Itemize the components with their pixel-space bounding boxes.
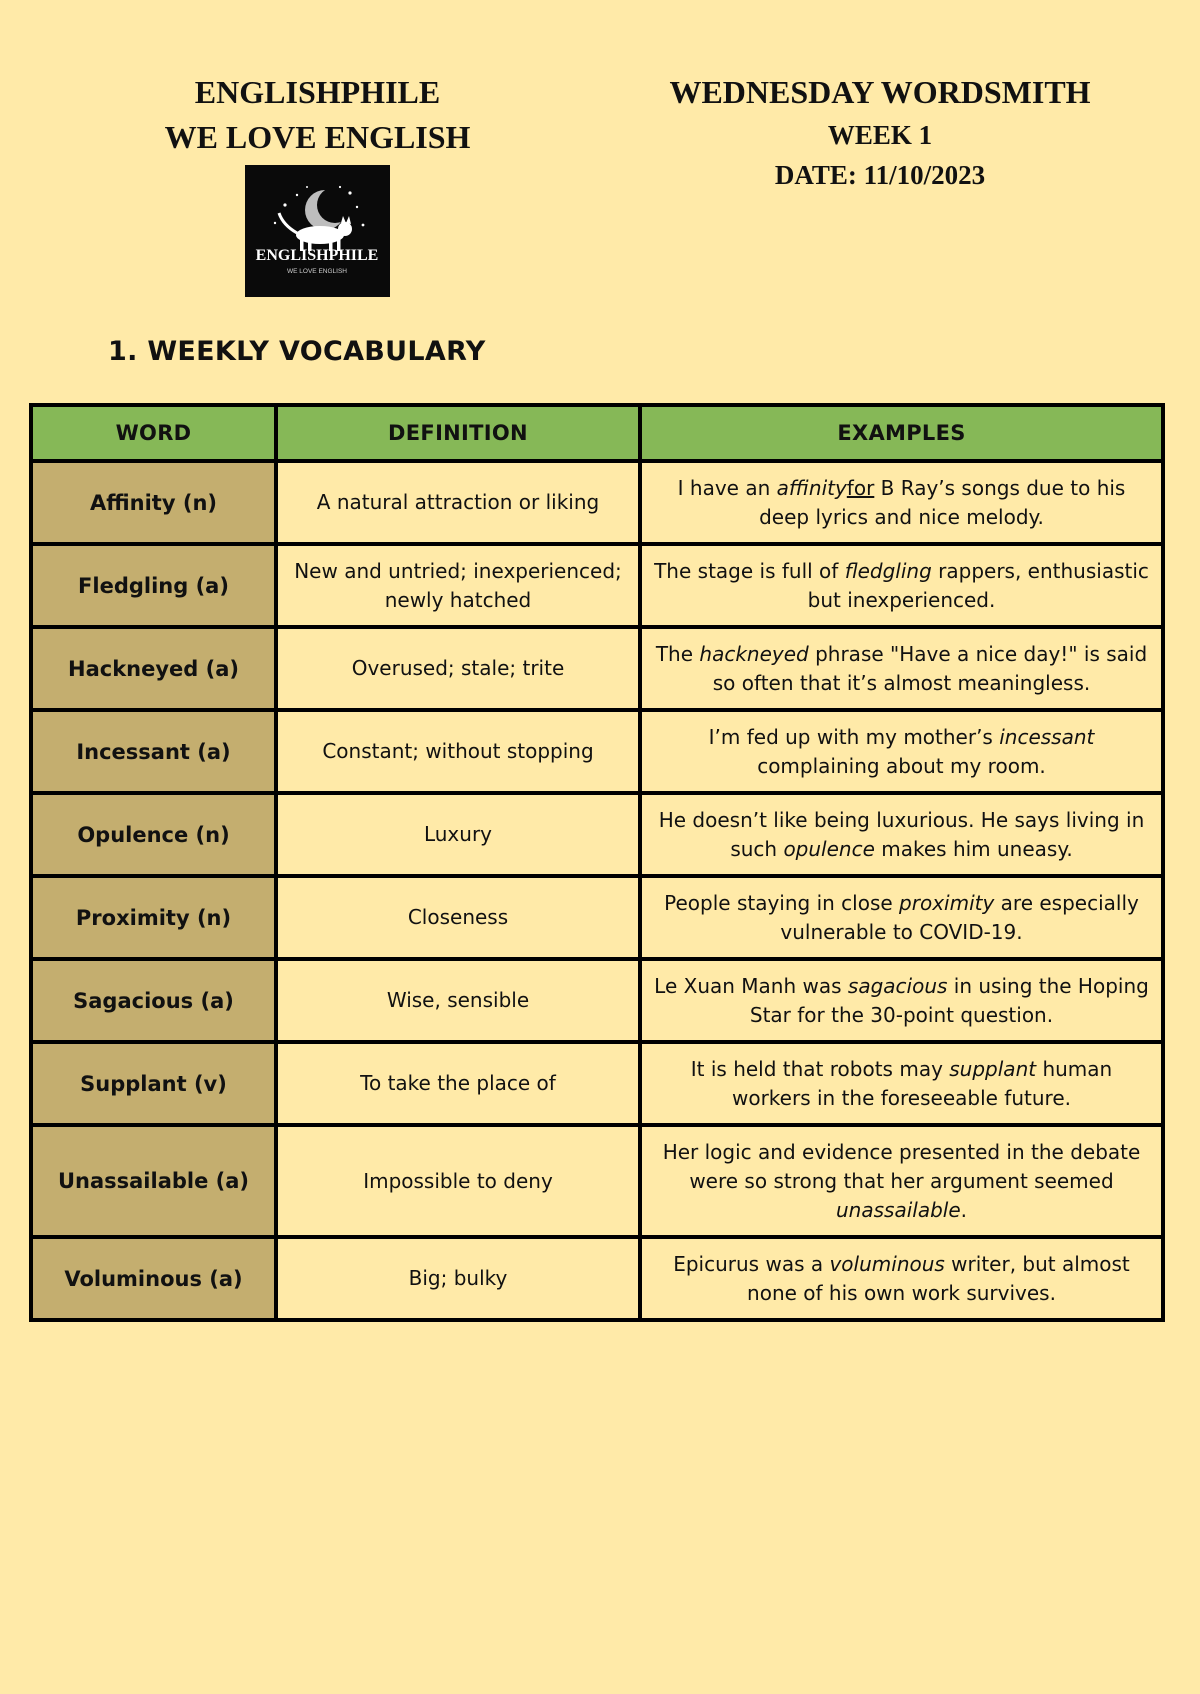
date-label: DATE: 11/10/2023	[774, 160, 986, 190]
example-text: are especially vulnerable to COVID-19.	[780, 890, 1139, 944]
definition-cell: Closeness	[276, 876, 640, 959]
highlighted-word: voluminous	[829, 1251, 945, 1276]
table-row	[31, 461, 1163, 544]
header-word: WORD	[31, 405, 276, 461]
table-row	[31, 627, 1163, 710]
example-cell	[640, 627, 1163, 710]
word-cell: Proximity (n)	[31, 876, 276, 959]
example-text: in using the Hoping Star for the 30-point question.	[749, 973, 1149, 1027]
word-cell: Unassailable (a)	[31, 1125, 276, 1237]
word-cell: Voluminous (a)	[31, 1237, 276, 1320]
table-row	[31, 1125, 1163, 1237]
word-cell: Hackneyed (a)	[31, 627, 276, 710]
example-text: The	[655, 641, 700, 666]
week-label: WEEK 1	[827, 120, 933, 150]
highlighted-word: incessant	[999, 724, 1095, 749]
underlined-word: for	[846, 475, 875, 500]
example-cell	[640, 1237, 1163, 1320]
example-text: People staying in close	[664, 890, 900, 915]
definition-cell: Big; bulky	[276, 1237, 640, 1320]
word-cell: Opulence (n)	[31, 793, 276, 876]
example-text: complaining about my room.	[757, 753, 1046, 778]
word-cell: Supplant (v)	[31, 1042, 276, 1125]
logo-title: ENGLISHPHILE	[255, 247, 379, 264]
table-row	[31, 544, 1163, 627]
definition-cell: To take the place of	[276, 1042, 640, 1125]
table-row	[31, 1237, 1163, 1320]
example-text: The stage is full of	[654, 558, 845, 583]
example-text: phrase "Have a nice day!" is said so often that it’s almost meaningless.	[712, 641, 1148, 695]
table-row	[31, 876, 1163, 959]
highlighted-word: opulence	[783, 836, 875, 861]
highlighted-word: supplant	[949, 1056, 1037, 1081]
example-text: rappers, enthusiastic but inexperienced.	[807, 558, 1149, 612]
example-cell	[640, 710, 1163, 793]
example-cell	[640, 461, 1163, 544]
example-cell	[640, 1125, 1163, 1237]
example-cell	[640, 876, 1163, 959]
highlighted-word: proximity	[899, 890, 995, 915]
highlighted-word: fledgling	[844, 558, 932, 583]
highlighted-word: affinity	[776, 475, 847, 500]
header-examples: EXAMPLES	[640, 405, 1163, 461]
example-cell	[640, 544, 1163, 627]
example-cell	[640, 1042, 1163, 1125]
vocabulary-table	[29, 403, 1165, 1322]
word-cell: Sagacious (a)	[31, 959, 276, 1042]
table-row	[31, 710, 1163, 793]
example-text: writer, but almost none of his own work survives.	[747, 1251, 1130, 1305]
definition-cell: Impossible to deny	[276, 1125, 640, 1237]
example-text: Her logic and evidence presented in the debate were so strong that her argument seemed	[662, 1139, 1141, 1193]
example-text: Epicurus was a	[673, 1251, 830, 1276]
definition-cell: Luxury	[276, 793, 640, 876]
table-row	[31, 793, 1163, 876]
header-left	[120, 70, 515, 160]
example-text: makes him uneasy.	[874, 836, 1073, 861]
section-title: 1. WEEKLY VOCABULARY	[108, 336, 486, 367]
example-text: .	[960, 1197, 967, 1222]
table-header-row	[31, 405, 1163, 461]
definition-cell: Constant; without stopping	[276, 710, 640, 793]
logo-subtitle: WE LOVE ENGLISH	[287, 268, 347, 275]
word-cell: Affinity (n)	[31, 461, 276, 544]
example-text: He doesn’t like being luxurious. He says living in such	[658, 807, 1145, 861]
brand-title: ENGLISHPHILE	[194, 74, 441, 110]
definition-cell: Wise, sensible	[276, 959, 640, 1042]
highlighted-word: sagacious	[847, 973, 948, 998]
example-cell	[640, 959, 1163, 1042]
series-title: WEDNESDAY WORDSMITH	[669, 74, 1091, 110]
header-definition: DEFINITION	[276, 405, 640, 461]
definition-cell: A natural attraction or liking	[276, 461, 640, 544]
example-text: It is held that robots may	[690, 1056, 950, 1081]
example-text: I have an	[677, 475, 777, 500]
definition-cell: New and untried; inexperienced; newly hatched	[276, 544, 640, 627]
word-cell: Incessant (a)	[31, 710, 276, 793]
vocabulary-rows	[31, 461, 1163, 1320]
definition-cell: Overused; stale; trite	[276, 627, 640, 710]
table-row	[31, 959, 1163, 1042]
cat-moon-icon	[245, 165, 390, 297]
englishphile-logo	[245, 165, 390, 297]
example-text: I’m fed up with my mother’s	[708, 724, 1000, 749]
table-row	[31, 1042, 1163, 1125]
brand-slogan: WE LOVE ENGLISH	[164, 119, 471, 155]
example-text: Le Xuan Manh was	[654, 973, 848, 998]
example-text: B Ray’s songs due to his deep lyrics and nice melody.	[759, 475, 1126, 529]
example-text: human workers in the foreseeable future.	[731, 1056, 1113, 1110]
header-right	[640, 70, 1120, 195]
example-cell	[640, 793, 1163, 876]
word-cell: Fledgling (a)	[31, 544, 276, 627]
highlighted-word: unassailable	[836, 1197, 961, 1222]
highlighted-word: hackneyed	[699, 641, 809, 666]
